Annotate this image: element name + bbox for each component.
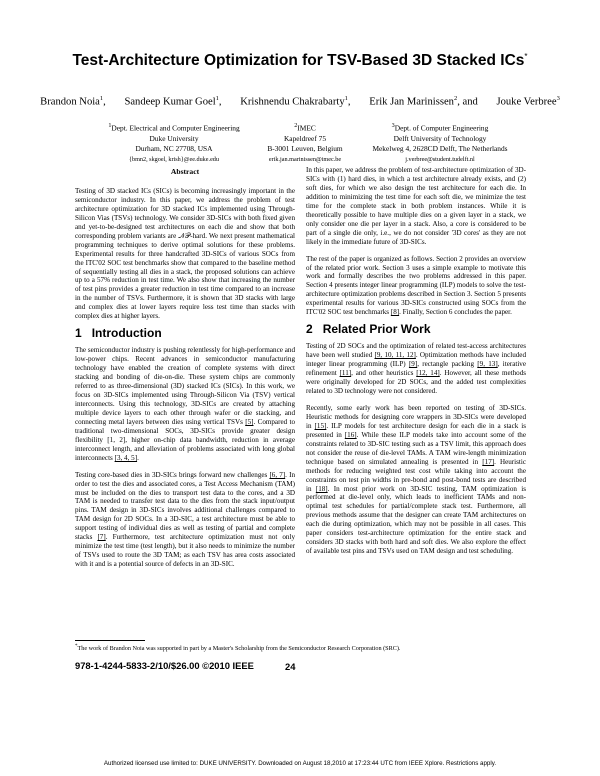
citation-link[interactable]: [9]: [408, 360, 418, 369]
isbn-copyright: 978-1-4244-5833-2/10/$26.00 ©2010 IEEE: [75, 660, 254, 671]
author-name: Erik Jan Marinissen: [369, 96, 454, 108]
section-number: 2: [306, 322, 313, 337]
paper-title-text: Test-Architecture Optimization for TSV-Based 3D Stacked ICs: [72, 52, 525, 70]
section-number: 1: [75, 326, 82, 341]
author-affil-sup: 2: [453, 95, 458, 102]
author-name: Jouke Verbree: [496, 96, 557, 108]
author-affil-sup: 1: [99, 95, 104, 102]
paragraph-text: . Compared to traditional two-dimensional SOCs, 3D-SICs provide greater design flexibility [1, 2], higher on-chip data bandwidth, reduction in average interconnect length, and alleviation of problems associated with long global interconnects: [75, 417, 295, 462]
citation-link[interactable]: [9, 10, 11, 12]: [374, 351, 416, 360]
author-name: Sandeep Kumar Goel: [124, 96, 216, 108]
paragraph-text: . Optimization methods have included integer linear programming (ILP): [306, 351, 526, 369]
affiliation-line: Dept. of Computer Engineering: [394, 123, 489, 133]
abstract-text: Testing of 3D stacked ICs (SICs) is becoming increasingly important in the semiconductor industry. In this paper, we address the problem of test architecture optimization for 3D stacked ICs implemented using Through-Silicon Vias (TSVs) technology. We consider 3D-SICs with both fixed given and yet-to-be-designed test architectures on each die and show that both corresponding problem variants are 𝒩𝒫-hard. We next present mathematical programming techniques to derive optimal solutions for these problems. Experimental results for three handcrafted 3D-SICs of various SOCs from the ITC'02 SOC test benchmarks show that compared to the baseline method of sequentially testing all dies in a stack, the proposed solutions can achieve up to a 57% reduction in test time. We also show that increasing the number of test pins provides a greater reduction in test time compared to an increase in the number of TSVs. Furthermore, it is shown that 3D stacks with large and complex dies at lower layers require less test time than stacks with complex dies at higher layers.: [75, 186, 295, 321]
paragraph-text: . While these ILP models take into account some of the constraints related to 3D-SIC testing such as a TSV limit, this approach does not consider the reuse of die-level TAMs. A TAM wire-length minimization technique based on simulated annealing is presented in: [306, 430, 526, 466]
section-title: Introduction: [91, 326, 162, 341]
author-separator: ,: [347, 96, 351, 108]
citation-link[interactable]: [16]: [344, 430, 357, 439]
intro-paragraph-2: [75, 471, 295, 569]
affiliation-line: Kapeldreef 75: [283, 133, 327, 143]
author-list: [0, 95, 600, 108]
author-separator: ,: [218, 96, 222, 108]
affiliation-duke: [95, 121, 253, 165]
related-paragraph-2: [306, 404, 526, 556]
paragraph-text: Testing core-based dies in 3D-SICs brings forward new challenges: [75, 470, 270, 479]
paragraph-text: , and other heuristics: [351, 369, 417, 378]
citation-link[interactable]: [7]: [97, 533, 106, 542]
paragraph-text: , iterative refinement: [306, 360, 526, 378]
affiliation-delft: [356, 121, 524, 165]
footnote: [75, 644, 535, 652]
affiliation-email: {bmn2, skgoel, krish}@ee.duke.edu: [129, 155, 219, 163]
footnote-mark: *: [75, 644, 78, 649]
author-separator: ,: [103, 96, 106, 108]
affiliation-line: Duke University: [149, 133, 199, 143]
citation-link[interactable]: [11]: [339, 369, 352, 378]
paragraph-text: The rest of the paper is organized as follows. Section 2 provides an overview of the related prior work. Section 3 uses a simple example to motivate this work and formally describes the two problems addressed in this paper. Section 4 presents integer linear programming (ILP) models to solve the test-architecture optimization problems described in Section 3. Section 5 presents experimental results for various 3D-SICs constructed using SOCs from the ITC'02 SOC test benchmarks: [306, 254, 526, 317]
abstract-heading: Abstract: [170, 167, 200, 176]
affiliation-line: Mekelweg 4, 2628CD Delft, The Netherlands: [372, 144, 508, 154]
author-affil-sup: 1: [344, 95, 348, 102]
citation-link[interactable]: [18]: [315, 484, 328, 493]
paragraph-text: . In order to test the dies and associated cores, a Test Access Mechanism (TAM) must be included on the dies to transport test data to the cores, and a 3D TAM is needed to transfer test data to the dies from the stack input/output pins. TAM design in 3D-SICs involves additional challenges compared to TAM design for 2D SOCs. In a 3D-SIC, a test architecture must be able to support testing of individual dies as well as testing of partial and complete stacks: [75, 470, 295, 542]
paragraph-text: . Furthermore, test architecture optimization must not only minimize the test time (test length), but it also needs to minimize the number of TSVs used to route the 3D TAM; as each TSV has area costs associated with it and is a potential source of defects in an 3D-SIC.: [75, 533, 295, 569]
affiliation-line: Dept. Electrical and Computer Engineering: [111, 123, 240, 133]
paper-title: [0, 52, 600, 70]
footnote-text: The work of Brandon Noia was supported in part by a Master's Scholarship from the Semiconductor Research Corporation (SRC).: [77, 645, 401, 653]
paragraph-text: . In most prior work on 3D-SIC testing, TAM optimization is performed at die-level only, which leads to inefficient TAMs and non-optimal test schedules for partial/complete stack test. Furthermore, all previous methods assume that the designer can create TAM architectures on each die during optimization, which may not be possible in all cases. This paper considers test-architecture optimization for the entire stack and considers 3D stacks with both hard and soft dies. We also explore the effect of available test pins and TSVs used on TAM design and test scheduling.: [306, 484, 527, 556]
paragraph-text: Recently, some early work has been reported on testing of 3D-SICs. Heuristic methods for designing core wrappers in 3D-SICs were developed in: [306, 403, 526, 430]
citation-link[interactable]: [5]: [245, 417, 254, 426]
right-column: [306, 166, 526, 564]
affiliation-sup: 1: [108, 123, 112, 129]
section-heading-related-work: [306, 322, 526, 337]
author-name: Krishnendu Chakrabarty: [240, 96, 345, 108]
related-paragraph-1: [306, 342, 526, 396]
affiliation-sup: 2: [294, 123, 298, 129]
paragraph-text: . However, all these methods were originally developed for 2D SOCs, and the added test complexities related to 3D technology were not considered.: [306, 369, 527, 395]
intro-paragraph-3: In this paper, we address the problem of test-architecture optimization of 3D-SICs with (1) hard dies, in which a test architecture already exists, and (2) soft dies, for which we also design the test architecture for each die. In addition to minimizing the test time for each soft die, we minimize the test time for the complete stack in both problem instances. While it is theoretically possible to have multiple dies on a given layer in a stack, we only consider one die per layer in a stack. Also, a core is considered to be part of a single die only, i.e., we do not consider '3D cores' as they are not likely in the immediate future of 3D-SICs.: [306, 166, 526, 246]
paragraph-text: .: [137, 453, 139, 462]
left-column: [75, 166, 295, 577]
author-name: Brandon Noia: [40, 96, 100, 108]
author-affil-sup: 1: [215, 95, 219, 102]
paragraph-text: . ILP models for test architecture design for each die in a stack is presented in: [306, 421, 527, 439]
author-affil-sup: 3: [556, 95, 560, 102]
affiliation-imec: [255, 121, 355, 165]
paragraph-text: The semiconductor industry is pushing relentlessly for high-performance and low-power chips. Recent advances in semiconductor manufacturing technology have enabled the creation of complete systems with direct stacking and bonding of die-on-die. These system chips are commonly referred to as three-dimensional (3D) stacked ICs (SICs). In this work, we focus on 3D-SICs implemented using Through-Silicon Via (TSV) vertical interconnects. Using this technology, 3D-SICs are created by attaching multiple device layers to each other through wafer or die stacking, and connecting metal layers between dies using vertical TSVs: [75, 346, 295, 426]
author-separator: , and: [457, 96, 478, 108]
paragraph-text: , rectangle packing: [417, 360, 478, 369]
affiliation-line: IMEC: [297, 123, 316, 133]
citation-link[interactable]: [9, 13]: [477, 360, 498, 369]
intro-paragraph-4: [306, 255, 526, 318]
license-notice: Authorized licensed use limited to: DUKE UNIVERSITY. Downloaded on August 18,2010 at 17:23:44 UTC from IEEE Xplore. Restrictions apply.: [103, 760, 497, 767]
footnote-rule: [75, 640, 145, 641]
affiliation-email: erik.jan.marinissen@imec.be: [268, 155, 342, 163]
affiliation-line: Durham, NC 27708, USA: [135, 144, 213, 154]
citation-link[interactable]: [17]: [482, 457, 495, 466]
intro-paragraph-1: [75, 346, 295, 462]
affiliation-sup: 3: [391, 123, 395, 129]
affiliation-line: Delft University of Technology: [393, 133, 487, 143]
section-heading-introduction: [75, 326, 295, 341]
paragraph-text: . Finally, Section 6 concludes the paper.: [399, 308, 512, 317]
title-footnote-mark: *: [524, 52, 528, 61]
page-number: 24: [285, 661, 296, 672]
citation-link[interactable]: [15]: [314, 421, 327, 430]
citation-link[interactable]: [8]: [390, 308, 400, 317]
citation-link[interactable]: [12, 14]: [416, 369, 440, 378]
section-title: Related Prior Work: [322, 322, 431, 337]
citation-link[interactable]: [6, 7]: [269, 470, 286, 479]
citation-link[interactable]: [3, 4, 5]: [114, 453, 138, 462]
affiliation-email: j.verbree@student.tudelft.nl: [405, 155, 475, 163]
paragraph-text: Testing of 2D SOCs and the optimization of related test-access architectures have been well studied: [306, 342, 526, 360]
paragraph-text: . Heuristic methods for reducing weighted test cost while taking into account the constraints on test pin widths in pre-bond and post-bond tests are described in: [306, 457, 526, 493]
affiliation-line: B-3001 Leuven, Belgium: [267, 144, 343, 154]
